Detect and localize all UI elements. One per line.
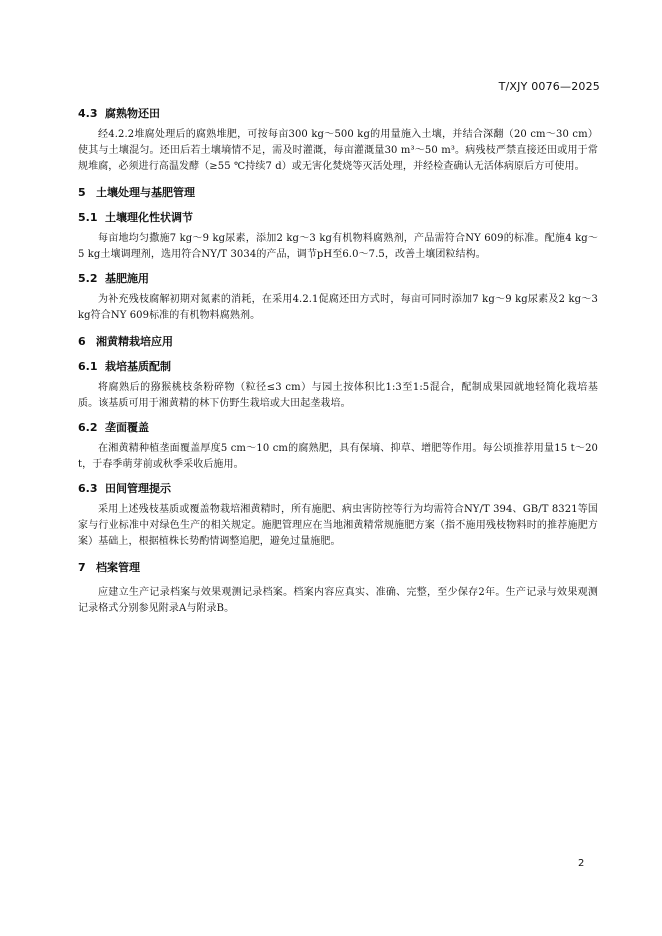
section-heading-6-2 xyxy=(78,420,598,435)
chapter-heading-5 xyxy=(78,185,598,200)
paragraph-5-1: 每亩地均匀撒施7 kg～9 kg尿素，添加2 kg～3 kg有机物料腐熟剂，产品需符合NY 609的标准。配施4 kg～5 kg土壤调理剂，选用符合NY/T 3034的产品，调节pH至6.0～7.5，改善土壤团粒结构。 xyxy=(78,233,598,260)
paragraph-6-2: 在湘黄精种植垄面覆盖厚度5 cm～10 cm的腐熟肥，具有保墒、抑草、增肥等作用。每公顷推荐用量15 t～20 t，于春季萌芽前或秋季采收后施用。 xyxy=(78,443,598,470)
section-heading-6-3 xyxy=(78,481,598,496)
section-number: 6.3 xyxy=(78,482,98,495)
section-heading-4-3 xyxy=(78,106,598,121)
chapter-number: 6 xyxy=(78,335,86,348)
paragraph-4-3: 经4.2.2堆腐处理后的腐熟堆肥，可按每亩300 kg～500 kg的用量施入土壤，并结合深翻（20 cm～30 cm）使其与土壤混匀。还田后若土壤墒情不足，需及时灌溉，每亩灌溉量30 m³～50 m³。病残枝严禁直接还田或用于常规堆腐，必须进行高温发酵（≥55 ℃持续7 d）或无害化焚烧等灭活处理，并经检查确认无活体病原后方可使用。 xyxy=(78,129,598,172)
chapter-title: 土壤处理与基肥管理 xyxy=(96,186,195,199)
section-number: 6.1 xyxy=(78,360,98,373)
chapter-heading-7 xyxy=(78,560,598,575)
section-title: 土壤理化性状调节 xyxy=(105,211,193,224)
section-heading-5-1 xyxy=(78,210,598,225)
section-number: 5.2 xyxy=(78,272,98,285)
section-title: 基肥施用 xyxy=(105,272,149,285)
section-title: 垄面覆盖 xyxy=(105,421,149,434)
section-heading-5-2 xyxy=(78,271,598,286)
section-heading-6-1 xyxy=(78,359,598,374)
paragraph-7: 应建立生产记录档案与效果观测记录档案。档案内容应真实、准确、完整，至少保存2年。生产记录与效果观测记录格式分别参见附录A与附录B。 xyxy=(78,587,598,614)
section-number: 6.2 xyxy=(78,421,98,434)
chapter-title: 档案管理 xyxy=(96,561,140,574)
chapter-number: 5 xyxy=(78,186,86,199)
section-title: 腐熟物还田 xyxy=(105,107,160,120)
paragraph-6-1: 将腐熟后的猕猴桃枝条粉碎物（粒径≤3 cm）与园土按体积比1:3至1:5混合，配制成果园就地轻简化栽培基质。该基质可用于湘黄精的林下仿野生栽培或大田起垄栽培。 xyxy=(78,382,598,409)
section-title: 田间管理提示 xyxy=(105,482,171,495)
section-title: 栽培基质配制 xyxy=(105,360,171,373)
document-code: T/XJY 0076—2025 xyxy=(498,80,600,93)
page-body xyxy=(78,106,598,617)
page-number: 2 xyxy=(578,858,585,869)
chapter-number: 7 xyxy=(78,561,86,574)
chapter-heading-6 xyxy=(78,334,598,349)
section-number: 5.1 xyxy=(78,211,98,224)
section-number: 4.3 xyxy=(78,107,98,120)
paragraph-6-3: 采用上述残枝基质或覆盖物栽培湘黄精时，所有施肥、病虫害防控等行为均需符合NY/T 394、GB/T 8321等国家与行业标准中对绿色生产的相关规定。施肥管理应在当地湘黄精常规施肥方案（指不施用残枝物料时的推荐施肥方案）基础上，根据植株长势酌情调整追肥，避免过量施肥。 xyxy=(78,504,598,547)
chapter-title: 湘黄精栽培应用 xyxy=(96,335,173,348)
paragraph-5-2: 为补充残枝腐解初期对氮素的消耗，在采用4.2.1促腐还田方式时，每亩可同时添加7 kg～9 kg尿素及2 kg～3 kg符合NY 609标准的有机物料腐熟剂。 xyxy=(78,294,598,321)
